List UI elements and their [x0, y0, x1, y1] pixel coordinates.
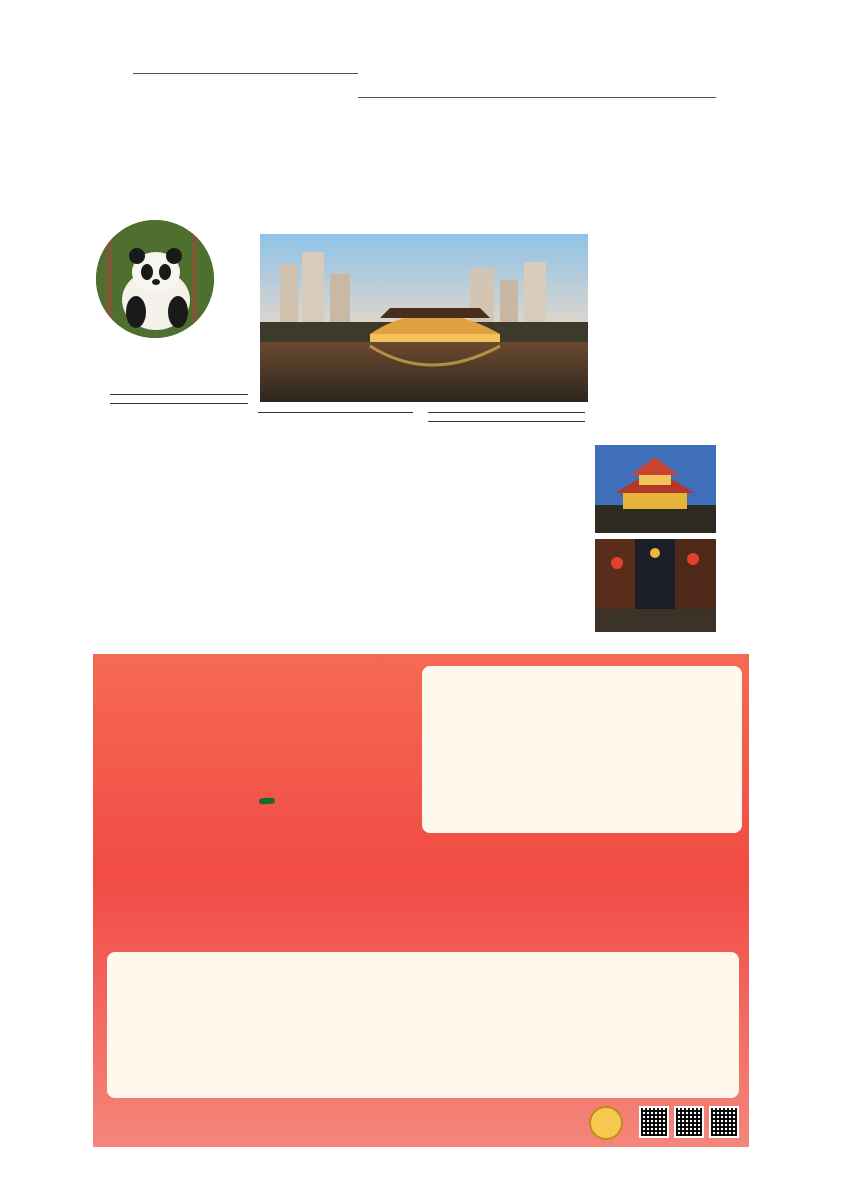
chengdu-night-photo [260, 234, 588, 402]
temple-photo [595, 445, 716, 533]
section-heading [428, 418, 585, 422]
section-heading [110, 400, 248, 404]
contact-bar [107, 1106, 739, 1140]
brand-seal-icon [589, 1106, 623, 1140]
section-heading [110, 391, 248, 395]
article-column-3 [428, 404, 585, 426]
top-routes-list [422, 666, 742, 833]
article-column-1 [110, 386, 248, 408]
domestic-routes-list [107, 952, 739, 1098]
section-heading [258, 409, 413, 413]
street-photo [595, 539, 716, 632]
qr-code-icon[interactable] [674, 1106, 704, 1138]
panda-photo [96, 220, 214, 338]
ad-slogan [259, 798, 275, 805]
qr-code-icon[interactable] [639, 1106, 669, 1138]
header-rule [133, 73, 358, 74]
qr-code-icon[interactable] [709, 1106, 739, 1138]
article-column-2 [258, 404, 413, 417]
travel-advertisement [93, 654, 749, 1147]
masthead-info [436, 84, 456, 93]
header-rule-bottom [358, 97, 716, 98]
section-heading [428, 409, 585, 413]
